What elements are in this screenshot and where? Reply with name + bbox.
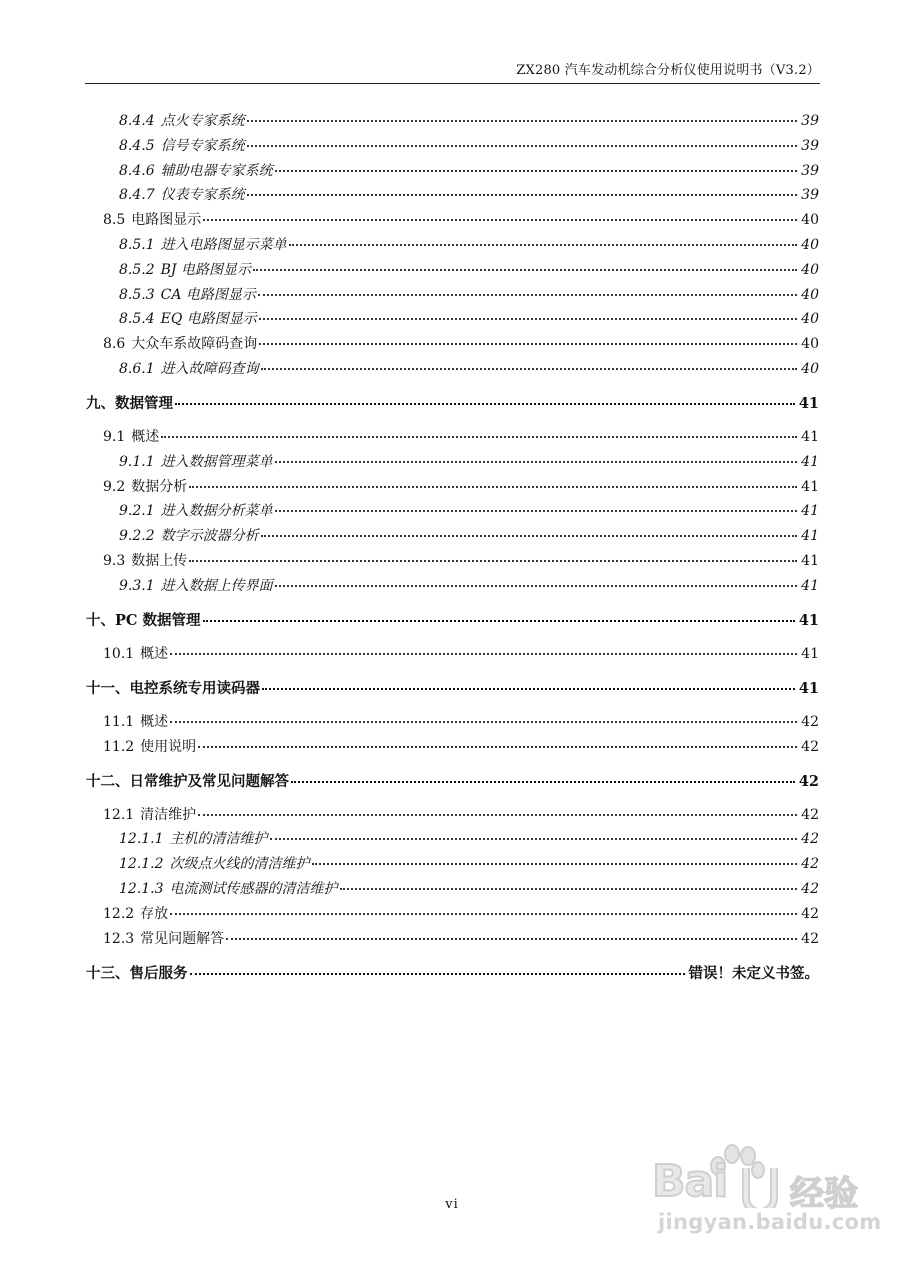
toc-entry-title: 电流测试传感器的清洁维护 [169,881,338,897]
toc-entry-title: 辅助电器专家系统 [160,163,273,179]
toc-dot-leader [226,937,797,940]
toc-dot-leader [170,912,797,915]
toc-subsection-entry[interactable] [119,855,819,873]
toc-entry-title: 数据上传 [131,553,188,569]
toc-entry-title: 十三、售后服务 [86,965,188,982]
toc-subsection-entry[interactable] [119,162,819,180]
toc-dot-leader [291,780,795,783]
toc-entry-title: 电路图显示 [131,212,202,228]
toc-entry-number: 9.2.1 [119,503,155,519]
toc-entry-number: 8.4.4 [119,113,155,129]
toc-entry-title: 十、PC 数据管理 [86,612,201,629]
toc-entry-number: 11.1 [103,714,135,730]
toc-entry-title: 点火专家系统 [160,113,245,129]
toc-section-entry[interactable] [103,428,819,446]
toc-dot-leader [247,193,798,196]
toc-dot-leader [289,243,798,246]
toc-subsection-entry[interactable] [119,453,819,471]
toc-dot-leader [275,460,798,463]
toc-entry-number: 8.4.7 [119,187,155,203]
toc-subsection-entry[interactable] [119,236,819,254]
toc-entry-title: 进入数据管理菜单 [160,454,273,470]
toc-entry-title: 九、数据管理 [86,395,173,412]
toc-dot-leader [270,837,798,840]
toc-entry-page: 41 [798,395,819,412]
toc-entry-number: 12.1.3 [119,881,164,897]
toc-subsection-entry[interactable] [119,286,819,304]
toc-entry-page: 41 [801,479,819,495]
toc-entry-number: 11.2 [103,739,135,755]
toc-entry-page: 42 [801,931,819,947]
toc-entry-page: 40 [801,311,819,327]
toc-entry-page: 41 [798,612,819,629]
toc-dot-leader [198,745,797,748]
toc-entry-page: 41 [801,429,819,445]
toc-entry-number: 8.4.6 [119,163,155,179]
toc-entry-title: 十二、日常维护及常见问题解答 [86,773,289,790]
toc-entry-page: 41 [801,503,819,519]
toc-dot-leader [275,169,798,172]
toc-section-entry[interactable] [103,905,819,923]
toc-chapter-entry[interactable] [86,612,819,630]
toc-entry-number: 8.6.1 [119,361,155,377]
toc-entry-page: 39 [801,138,819,154]
document-title: ZX280 汽车发动机综合分析仪使用说明书（V3.2） [516,63,820,78]
toc-entry-title: 主机的清洁维护 [169,831,268,847]
toc-entry-title: 进入数据分析菜单 [160,503,273,519]
toc-dot-leader [170,652,797,655]
toc-entry-page: 41 [801,578,819,594]
toc-entry-number: 12.1.1 [119,831,164,847]
toc-chapter-entry[interactable] [86,395,819,413]
toc-subsection-entry[interactable] [119,830,819,848]
toc-entry-title: 进入电路图显示菜单 [160,237,287,253]
page-number: vi [445,1197,459,1212]
toc-entry-page: 42 [801,906,819,922]
toc-dot-leader [161,435,797,438]
toc-dot-leader [190,972,685,975]
toc-section-entry[interactable] [103,930,819,948]
toc-dot-leader [253,268,797,271]
toc-entry-title: 进入故障码查询 [160,361,259,377]
toc-entry-page: 40 [801,287,819,303]
toc-entry-page: 41 [798,680,819,697]
toc-section-entry[interactable] [103,478,819,496]
toc-subsection-entry[interactable] [119,310,819,328]
toc-entry-title: 清洁维护 [140,807,197,823]
toc-subsection-entry[interactable] [119,261,819,279]
toc-entry-title: 次级点火线的清洁维护 [169,856,310,872]
toc-dot-leader [247,119,798,122]
toc-section-entry[interactable] [103,713,819,731]
toc-section-entry[interactable] [103,738,819,756]
toc-entry-number: 8.5.1 [119,237,155,253]
toc-dot-leader [203,218,797,221]
toc-entry-number: 10.1 [103,646,135,662]
toc-entry-page: 39 [801,163,819,179]
toc-subsection-entry[interactable] [119,880,819,898]
toc-entry-number: 8.4.5 [119,138,155,154]
toc-dot-leader [189,485,797,488]
toc-entry-number: 8.5.3 [119,287,155,303]
toc-entry-title: 存放 [140,906,169,922]
toc-section-entry[interactable] [103,806,819,824]
toc-dot-leader [340,887,798,890]
toc-dot-leader [275,584,798,587]
toc-entry-title: 仪表专家系统 [160,187,245,203]
toc-subsection-entry[interactable] [119,527,819,545]
toc-subsection-entry[interactable] [119,137,819,155]
toc-entry-page: 41 [801,646,819,662]
toc-subsection-entry[interactable] [119,502,819,520]
toc-entry-page: 42 [801,739,819,755]
toc-section-entry[interactable] [103,645,819,663]
toc-dot-leader [189,559,797,562]
toc-dot-leader [203,619,795,622]
toc-entry-page: 40 [801,262,819,278]
toc-dot-leader [175,402,795,405]
toc-entry-number: 9.2 [103,479,126,495]
toc-entry-page: 42 [801,881,819,897]
toc-entry-number: 9.3 [103,553,126,569]
toc-entry-number: 8.6 [103,336,126,352]
toc-entry-page: 错误！未定义书签。 [688,965,819,982]
toc-entry-title: EQ 电路图显示 [160,311,257,327]
toc-entry-page: 41 [801,553,819,569]
toc-entry-number: 8.5 [103,212,126,228]
toc-entry-number: 12.3 [103,931,135,947]
toc-entry-number: 8.5.4 [119,311,155,327]
toc-entry-title: 概述 [140,714,169,730]
toc-entry-title: 数字示波器分析 [160,528,259,544]
baidu-jingyan-watermark [640,1150,880,1265]
toc-chapter-entry[interactable] [86,965,819,983]
toc-dot-leader [262,687,795,690]
watermark-url: jingyan.baidu.com [658,1210,882,1234]
toc-entry-title: 数据分析 [131,479,188,495]
toc-entry-title: 概述 [131,429,160,445]
toc-dot-leader [170,720,797,723]
toc-entry-number: 9.3.1 [119,578,155,594]
toc-dot-leader [312,862,798,865]
toc-entry-title: 信号专家系统 [160,138,245,154]
toc-dot-leader [258,293,797,296]
toc-section-entry[interactable] [103,552,819,570]
toc-entry-number: 9.1.1 [119,454,155,470]
toc-entry-page: 42 [798,773,819,790]
toc-subsection-entry[interactable] [119,577,819,595]
toc-entry-title: 概述 [140,646,169,662]
toc-entry-title: 十一、电控系统专用读码器 [86,680,260,697]
toc-entry-number: 8.5.2 [119,262,155,278]
toc-entry-number: 12.1 [103,807,135,823]
toc-chapter-entry[interactable] [86,773,819,791]
toc-dot-leader [247,144,798,147]
toc-entry-page: 39 [801,113,819,129]
toc-entry-number: 12.1.2 [119,856,164,872]
watermark-suffix: 经验 [790,1174,858,1214]
toc-dot-leader [259,342,797,345]
toc-entry-page: 41 [801,528,819,544]
toc-entry-page: 42 [801,856,819,872]
toc-dot-leader [198,813,797,816]
toc-entry-page: 40 [801,361,819,377]
toc-entry-page: 40 [801,212,819,228]
toc-entry-title: 使用说明 [140,739,197,755]
toc-section-entry[interactable] [103,335,819,353]
toc-entry-number: 12.2 [103,906,135,922]
toc-entry-page: 42 [801,831,819,847]
toc-entry-page: 42 [801,807,819,823]
watermark-brand: Bai [652,1156,728,1207]
toc-entry-page: 40 [801,237,819,253]
toc-entry-title: 常见问题解答 [140,931,225,947]
toc-entry-title: 大众车系故障码查询 [131,336,258,352]
toc-entry-title: 进入数据上传界面 [160,578,273,594]
toc-subsection-entry[interactable] [119,186,819,204]
toc-subsection-entry[interactable] [119,112,819,130]
toc-entry-number: 9.1 [103,429,126,445]
toc-dot-leader [261,367,798,370]
toc-entry-number: 9.2.2 [119,528,155,544]
toc-chapter-entry[interactable] [86,680,819,698]
toc-dot-leader [259,317,797,320]
du-paw-icon [738,1164,788,1208]
toc-section-entry[interactable] [103,211,819,229]
toc-entry-page: 39 [801,187,819,203]
toc-entry-title: CA 电路图显示 [160,287,256,303]
toc-entry-title: BJ 电路图显示 [160,262,251,278]
toc-dot-leader [261,534,798,537]
toc-subsection-entry[interactable] [119,360,819,378]
toc-dot-leader [275,509,798,512]
toc-entry-page: 42 [801,714,819,730]
toc-entry-page: 40 [801,336,819,352]
toc-entry-page: 41 [801,454,819,470]
